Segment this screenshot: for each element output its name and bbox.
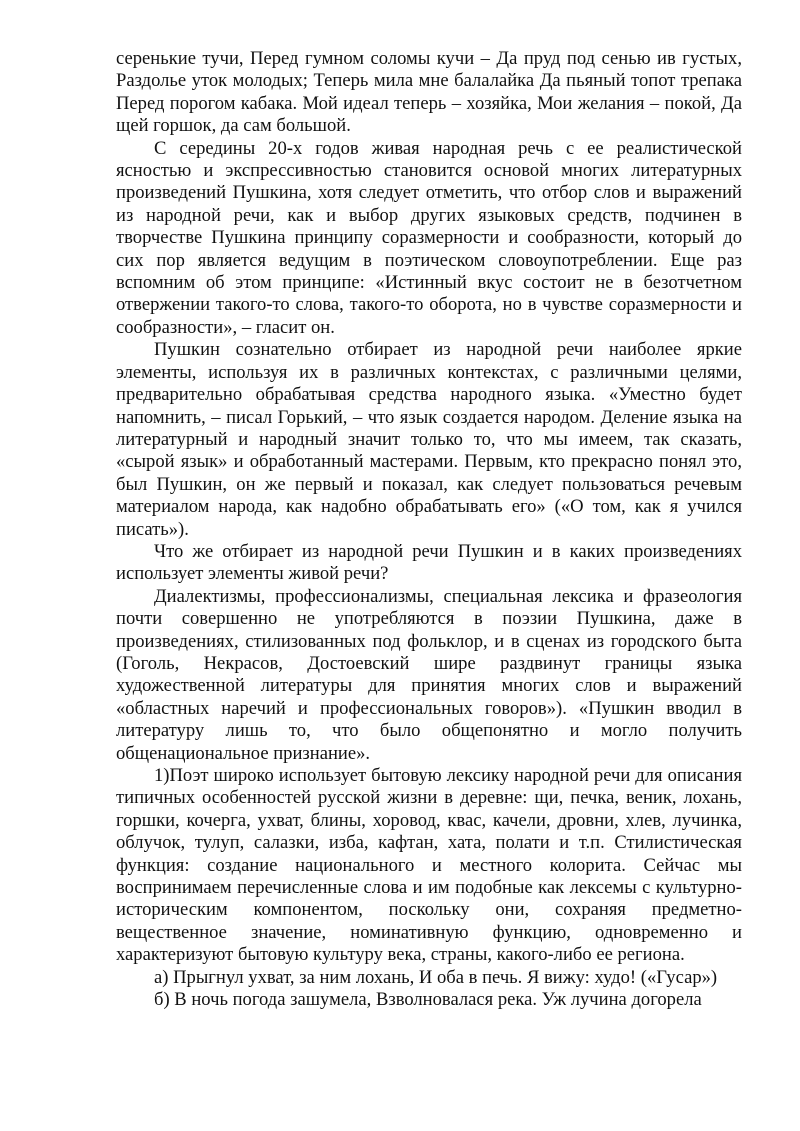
paragraph-folk-speech-basis: С середины 20-х годов живая народная речь с ее реалистической ясностью и экспрессивностью становится основой многих литературных произведений Пушкина, хотя следует отметить, что отбор слов и выражений из народной речи, как и выбор других языковых средств, подчинен в творчестве Пушкина принципу соразмерности и сообразности, который до сих пор является ведущим в поэтическом словоупотреблении. Еще раз вспомним об этом принципе: «Истинный вкус состоит не в безотчетном отвержении такого-то слова, такого-то оборота, но в чувстве соразмерности и сообразности», – гласит он. — [116, 137, 742, 338]
paragraph-everyday-lexicon: 1)Поэт широко использует бытовую лексику народной речи для описания типичных особенностей русской жизни в деревне: щи, печка, веник, лохань, горшки, кочерга, ухват, блины, хоровод, квас, качели, дровни, хлев, лучинка, облучок, тулуп, салазки, изба, кафтан, хата, полати и т.п. Стилистическая функция: создание национального и местного колорита. Сейчас мы воспринимаем перечисленные слова и им подобные как лексемы с культурно-историческим компонентом, поскольку они, сохраняя предметно-вещественное значение, номинативную функцию, одновременно и характеризуют бытовую культуру века, страны, какого-либо ее региона. — [116, 765, 742, 966]
paragraph-dialectisms: Диалектизмы, профессионализмы, специальная лексика и фразеология почти совершенно не употребляются в поэзии Пушкина, даже в произведениях, стилизованных под фольклор, и в сценах из городского быта (Гоголь, Некрасов, Достоевский шире раздвинут границы языка художественной литературы для принятия многих слов и выражений «областных наречий и профессиональных говоров»). «Пушкин вводил в литературу лишь то, что было общепонятно и могло получить общенациональное признание». — [116, 585, 742, 764]
document-page — [116, 48, 742, 1011]
example-b: б) В ночь погода зашумела, Взволновалася река. Уж лучина догорела — [154, 989, 702, 1011]
paragraph-continuation: серенькие тучи, Перед гумном соломы кучи – Да пруд под сенью ив густых, Раздолье уток молодых; Теперь мила мне балалайка Да пьяный топот трепака Перед порогом кабака. Мой идеал теперь – хозяйка, Мои желания – покой, Да щей горшок, да сам большой. — [116, 48, 742, 137]
example-a: а) Прыгнул ухват, за ним лохань, И оба в печь. Я вижу: худо! («Гусар») — [154, 966, 718, 988]
paragraph-gorky-quote: Пушкин сознательно отбирает из народной речи наиболее яркие элементы, используя их в различных контекстах, с различными целями, предварительно обрабатывая средства народного языка. «Уместно будет напомнить, – писал Горький, – что язык создается народом. Деление языка на литературный и народный значит только то, что мы имеем, так сказать, «сырой язык» и обработанный мастерами. Первым, кто прекрасно понял это, был Пушкин, он же первый и показал, как следует пользоваться речевым материалом народа, как надобно обрабатывать его» («О том, как я учился писать»). — [116, 339, 742, 540]
paragraph-question: Что же отбирает из народной речи Пушкин и в каких произведениях использует элементы живой речи? — [116, 540, 742, 585]
